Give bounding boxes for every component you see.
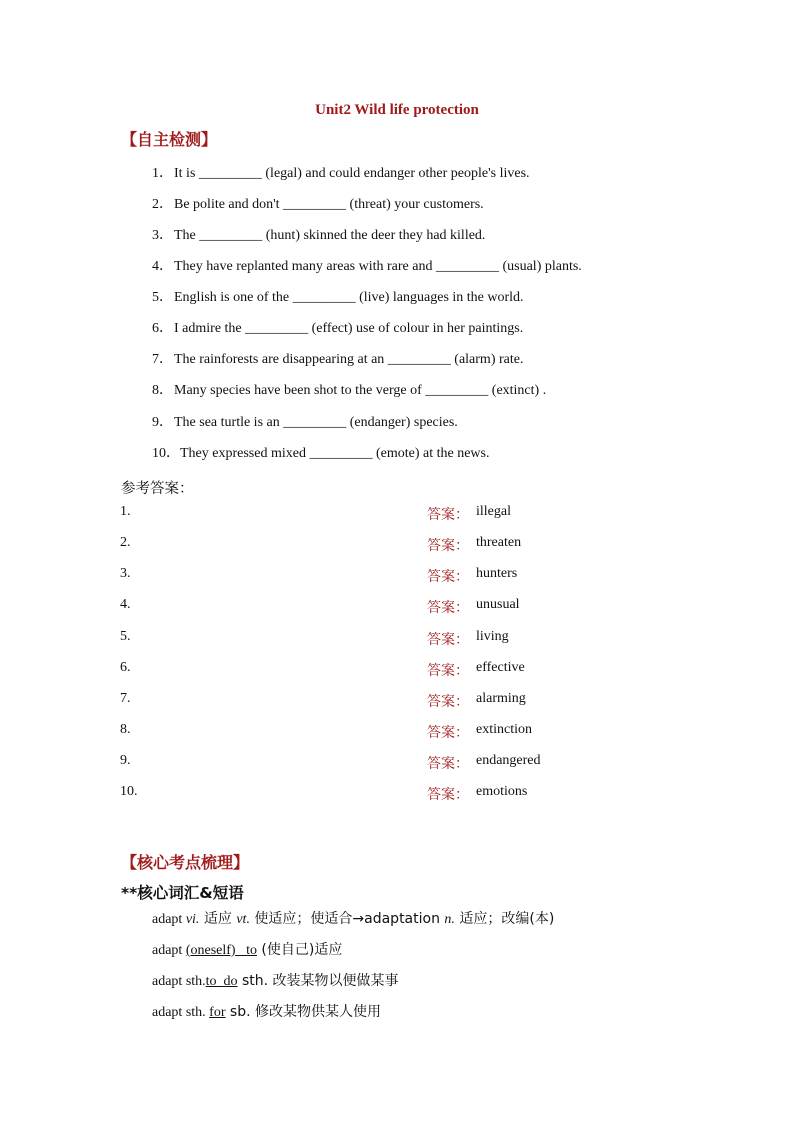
answer-value: alarming [476, 691, 526, 706]
question-text: English is one of the _________ (live) languages in the world. [174, 290, 524, 305]
question-item [152, 286, 524, 306]
answer-value: living [476, 629, 509, 644]
vocab-meaning: 适应 [199, 911, 237, 927]
answer-row [120, 753, 720, 773]
question-item [152, 348, 523, 368]
question-number: 1． [152, 166, 173, 181]
vocab-line [152, 939, 342, 959]
vocab-underlined: (oneself) [185, 943, 236, 958]
answer-row [120, 629, 720, 649]
question-number: 8． [152, 383, 173, 398]
answer-key-label: 答案： [427, 569, 469, 585]
answer-number: 7. [120, 691, 131, 706]
section-heading-core-points: 【核心考点梳理】 [121, 853, 250, 872]
answer-value: emotions [476, 784, 528, 799]
part-of-speech: n. [444, 912, 455, 927]
answer-row [120, 535, 720, 555]
vocab-underlined-space [217, 974, 224, 989]
question-number: 3． [152, 228, 173, 243]
vocab-underlined: do [223, 974, 238, 989]
answer-key-label: 答案： [427, 725, 469, 741]
question-item [152, 162, 530, 182]
question-item [152, 442, 489, 462]
question-number: 5． [152, 290, 173, 305]
question-number: 2． [152, 197, 173, 212]
answer-value: threaten [476, 535, 522, 550]
section-heading-self-check: 【自主检测】 [121, 130, 218, 149]
vocab-term: adapt [152, 943, 186, 958]
vocab-term: adapt [152, 912, 186, 927]
vocab-term: adapt sth. [152, 1005, 210, 1020]
vocab-line [152, 970, 399, 990]
answer-value: extinction [476, 722, 532, 737]
answer-key-label: 答案： [427, 538, 469, 554]
answer-key-label: 答案： [427, 600, 469, 616]
question-text: Many species have been shot to the verge of _________ (extinct) . [174, 383, 547, 398]
answer-key-label: 答案： [427, 787, 469, 803]
question-text: The rainforests are disappearing at an _________ (alarm) rate. [174, 352, 524, 367]
question-item [152, 411, 458, 431]
question-item [152, 193, 484, 213]
vocab-meaning: 适应；改编(本) [454, 911, 555, 927]
document-title: Unit2 Wild life protection [315, 102, 479, 118]
answer-key-label: 答案： [427, 663, 469, 679]
answer-number: 9. [120, 753, 131, 768]
vocab-underlined: for [209, 1005, 226, 1020]
answer-value: illegal [476, 504, 511, 519]
question-number: 6． [152, 321, 173, 336]
answer-key-label: 答案： [427, 694, 469, 710]
vocab-meaning: (使自己)适应 [256, 942, 343, 958]
vocab-underlined: to [246, 943, 257, 958]
vocab-term: adapt sth. [152, 974, 206, 989]
question-number: 10． [152, 446, 180, 461]
vocab-meaning: sb. 修改某物供某人使用 [225, 1004, 382, 1020]
answer-number: 5. [120, 629, 131, 644]
question-text: Be polite and don't _________ (threat) your customers. [174, 197, 484, 212]
part-of-speech: vt. [236, 912, 250, 927]
question-number: 9． [152, 415, 173, 430]
answer-value: effective [476, 660, 525, 675]
question-text: It is _________ (legal) and could endanger other people's lives. [174, 166, 530, 181]
answer-number: 1. [120, 504, 131, 519]
vocab-heading: **核心词汇&短语 [121, 884, 244, 902]
question-text: I admire the _________ (effect) use of colour in her paintings. [174, 321, 524, 336]
answers-label: 参考答案： [121, 481, 194, 497]
answer-number: 3. [120, 566, 131, 581]
answer-number: 2. [120, 535, 131, 550]
answer-row [120, 660, 720, 680]
question-text: They expressed mixed _________ (emote) at the news. [180, 446, 490, 461]
question-item [152, 255, 582, 275]
vocab-underlined: to [205, 974, 217, 989]
part-of-speech: vi. [185, 912, 200, 927]
vocab-underlined-space [236, 943, 247, 958]
question-number: 7． [152, 352, 173, 367]
answer-key-label: 答案： [427, 507, 469, 523]
answer-value: unusual [476, 597, 520, 612]
vocab-line [152, 908, 554, 928]
question-text: They have replanted many areas with rare and _________ (usual) plants. [174, 259, 582, 274]
answer-number: 4. [120, 597, 131, 612]
question-text: The sea turtle is an _________ (endanger) species. [174, 415, 458, 430]
vocab-line [152, 1001, 381, 1021]
answer-row [120, 691, 720, 711]
vocab-meaning: sth. 改装某物以便做某事 [237, 973, 399, 989]
question-item [152, 224, 485, 244]
answer-row [120, 722, 720, 742]
question-number: 4． [152, 259, 173, 274]
question-text: The _________ (hunt) skinned the deer they had killed. [174, 228, 486, 243]
answer-value: hunters [476, 566, 518, 581]
answer-key-label: 答案： [427, 756, 469, 772]
vocab-meaning: 使适应；使适合→adaptation [249, 911, 445, 927]
answer-number: 10. [120, 784, 138, 799]
answer-number: 6. [120, 660, 131, 675]
answer-key-label: 答案： [427, 632, 469, 648]
answer-number: 8. [120, 722, 131, 737]
question-item [152, 379, 546, 399]
answer-row [120, 784, 720, 804]
question-item [152, 317, 523, 337]
answer-row [120, 504, 720, 524]
answer-row [120, 597, 720, 617]
answer-row [120, 566, 720, 586]
answer-value: endangered [476, 753, 541, 768]
